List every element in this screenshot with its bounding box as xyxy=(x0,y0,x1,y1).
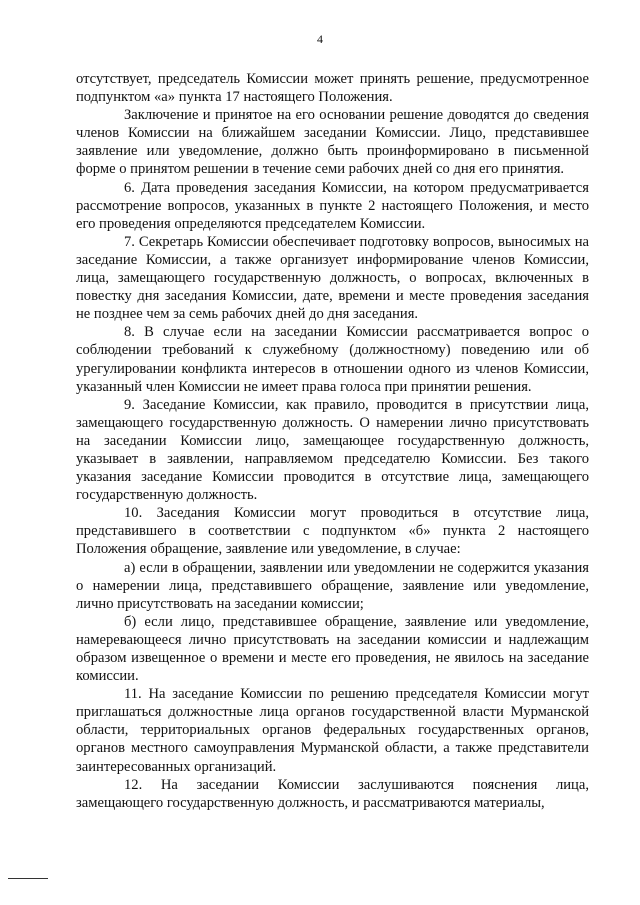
document-body xyxy=(76,70,589,812)
paragraph-conclusion: Заключение и принятое на его основании решение доводятся до сведения членов Комиссии на ближайшем заседании Комиссии. Лицо, представившее заявление или уведомление, должно быть проинформировано в письменной форме о принятом решении в течение семи рабочих дней со дня его принятия. xyxy=(76,107,589,178)
paragraph-10-b: б) если лицо, представившее обращение, заявление или уведомление, намеревающееся лично присутствовать на заседании комиссии и надлежащим образом извещенное о времени и месте его проведения, не явилось на заседание комиссии. xyxy=(76,613,589,685)
footer-line xyxy=(8,878,48,879)
paragraph-8: 8. В случае если на заседании Комиссии рассматривается вопрос о соблюдении требований к служебному (должностному) поведению или об урегулировании конфликта интересов в отношении одного из членов Комиссии, указанный член Комиссии не имеет права голоса при принятии решения. xyxy=(76,324,589,395)
paragraph-9: 9. Заседание Комиссии, как правило, проводится в присутствии лица, замещающего государственную должность. О намерении лично присутствовать на заседании Комиссии лицо, замещающее государственную должность, указывает в заявлении, направляемом председателю Комиссии. Без такого указания заседание Комиссии проводится в отсутствие лица, замещающего государственную должность. xyxy=(76,396,589,504)
paragraph-11: 11. На заседание Комиссии по решению председателя Комиссии могут приглашаться должностные лица органов государственной власти Мурманской области, территориальных органов федеральных государственных органов, органов местного самоуправления Мурманской области, а также представители заинтересованных организаций. xyxy=(76,686,589,775)
paragraph-6: 6. Дата проведения заседания Комиссии, на котором предусматривается рассмотрение вопросов, указанных в пункте 2 настоящего Положения, и место его проведения определяются председателем Комиссии. xyxy=(76,179,589,232)
paragraph-continuation: отсутствует, председатель Комиссии может принять решение, предусмотренное подпунктом «а» пункта 17 настоящего Положения. xyxy=(76,71,589,106)
paragraph-10: 10. Заседания Комиссии могут проводиться в отсутствие лица, представившего в соответствии с подпунктом «б» пункта 2 настоящего Положения обращение, заявление или уведомление, в случае: xyxy=(76,505,589,558)
paragraph-7: 7. Секретарь Комиссии обеспечивает подготовку вопросов, выносимых на заседание Комиссии, а также организует информирование членов Комиссии, лица, замещающего государственную должность, о вопросах, включенных в повестку дня заседания Комиссии, дате, времени и месте проведения заседания не позднее чем за семь рабочих дней до дня заседания. xyxy=(76,233,589,323)
page-number: 4 xyxy=(317,32,323,46)
paragraph-12: 12. На заседании Комиссии заслушиваются пояснения лица, замещающего государственную должность, и рассматриваются материалы, xyxy=(76,776,589,811)
paragraph-10-a: а) если в обращении, заявлении или уведомлении не содержится указания о намерении лица, представившего обращение, заявление или уведомление, лично присутствовать на заседании комиссии; xyxy=(76,559,589,612)
